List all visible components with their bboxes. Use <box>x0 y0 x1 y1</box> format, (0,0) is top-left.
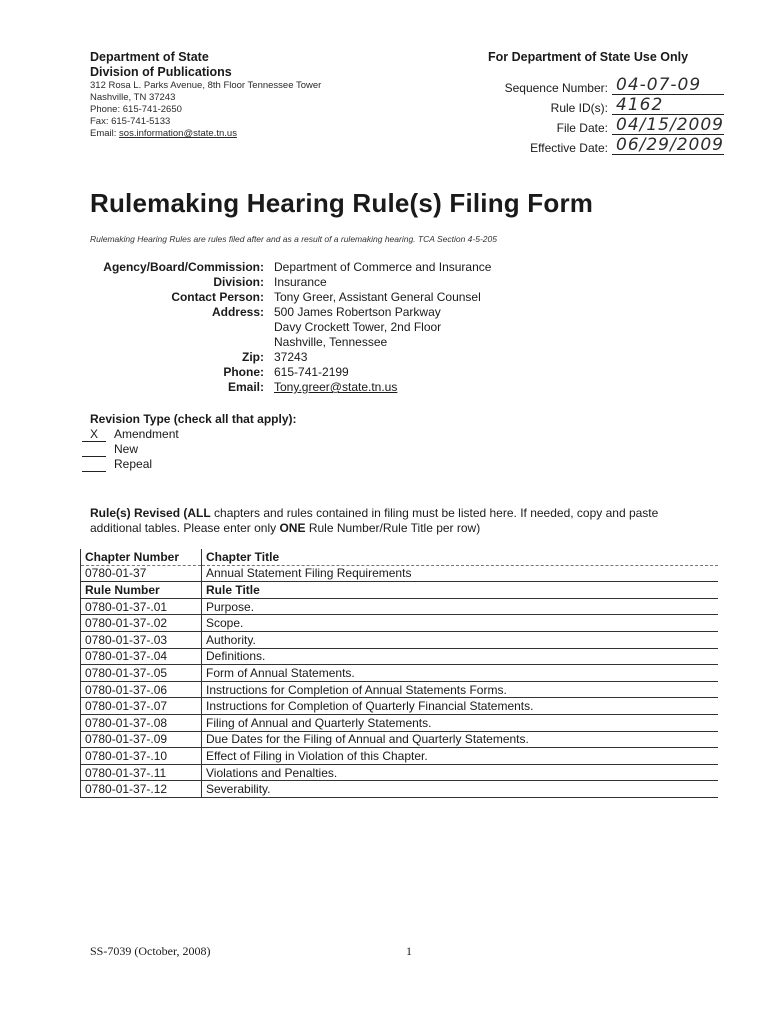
table-row <box>81 731 719 748</box>
agency-row <box>90 260 694 275</box>
intro-text-2: Rule Number/Rule Title per row) <box>305 521 481 535</box>
department-email-label: Email: <box>90 128 120 139</box>
rule-title-cell[interactable]: Effect of Filing in Violation of this Chapter. <box>202 748 719 765</box>
file-date-row <box>470 115 730 135</box>
department-address: 312 Rosa L. Parks Avenue, 8th Floor Tennessee Tower <box>90 80 322 91</box>
chapter-title-header: Chapter Title <box>202 549 719 565</box>
agency-value[interactable]: Department of Commerce and Insurance <box>274 260 492 274</box>
rule-number-cell[interactable]: 0780-01-37-.04 <box>81 648 202 665</box>
intro-bold-1: Rule(s) Revised ( <box>90 506 188 520</box>
rule-number-cell[interactable]: 0780-01-37-.10 <box>81 748 202 765</box>
contact-value[interactable]: Tony Greer, Assistant General Counsel <box>274 290 481 304</box>
chapter-header-row <box>81 549 719 565</box>
revision-mark-repeal[interactable] <box>82 457 106 472</box>
revision-label-repeal: Repeal <box>114 457 153 471</box>
chapter-number-cell[interactable]: 0780-01-37 <box>81 565 202 582</box>
rule-header-row <box>81 582 719 599</box>
rule-number-cell[interactable]: 0780-01-37-.06 <box>81 681 202 698</box>
department-contact-info <box>90 80 321 140</box>
rule-id-value[interactable]: 4162 <box>612 95 724 115</box>
rule-number-cell[interactable]: 0780-01-37-.08 <box>81 714 202 731</box>
sequence-number-value[interactable]: 04-07-09 <box>612 75 724 95</box>
rule-number-cell[interactable]: 0780-01-37-.12 <box>81 781 202 798</box>
phone-label: Phone: <box>223 365 264 379</box>
rule-id-label: Rule ID(s): <box>550 101 608 115</box>
department-city: Nashville, TN 37243 <box>90 92 176 103</box>
agency-label: Agency/Board/Commission: <box>103 260 264 274</box>
office-use-heading: For Department of State Use Only <box>488 50 689 64</box>
email-value[interactable]: Tony.greer@state.tn.us <box>274 380 398 394</box>
rule-title-cell[interactable]: Form of Annual Statements. <box>202 665 719 682</box>
department-phone: Phone: 615-741-2650 <box>90 104 182 115</box>
agency-block <box>90 260 694 395</box>
revision-mark-amendment[interactable]: X <box>82 427 106 442</box>
rule-title-cell[interactable]: Violations and Penalties. <box>202 764 719 781</box>
address-row <box>90 305 694 320</box>
rule-title-cell[interactable]: Scope. <box>202 615 719 632</box>
rules-revised-intro <box>90 506 700 536</box>
rule-title-cell[interactable]: Purpose. <box>202 598 719 615</box>
table-row <box>81 748 719 765</box>
rule-number-cell[interactable]: 0780-01-37-.05 <box>81 665 202 682</box>
chapter-number-header: Chapter Number <box>81 549 202 565</box>
division-value[interactable]: Insurance <box>274 275 327 289</box>
contact-label: Contact Person: <box>171 290 264 304</box>
revision-label-amendment: Amendment <box>114 427 179 441</box>
intro-text-1: chapters and rules contained in filing must be listed here. If needed, copy and paste additional tables. Please enter only <box>90 506 659 535</box>
rule-number-cell[interactable]: 0780-01-37-.02 <box>81 615 202 632</box>
sequence-number-label: Sequence Number: <box>504 81 608 95</box>
rule-number-cell[interactable]: 0780-01-37-.09 <box>81 731 202 748</box>
rule-id-row <box>470 95 730 115</box>
zip-value[interactable]: 37243 <box>274 350 308 364</box>
revision-type-options <box>82 427 179 472</box>
rule-title-header: Rule Title <box>202 582 719 599</box>
rule-number-cell[interactable]: 0780-01-37-.01 <box>81 598 202 615</box>
department-name: Department of State <box>90 50 209 64</box>
form-subtitle: Rulemaking Hearing Rules are rules filed after and as a result of a rulemaking hearing. TCA Section 4-5-205 <box>90 234 497 244</box>
revision-option-amendment[interactable] <box>82 427 179 442</box>
chapter-title-cell[interactable]: Annual Statement Filing Requirements <box>202 565 719 582</box>
file-date-label: File Date: <box>556 121 608 135</box>
effective-date-label: Effective Date: <box>530 141 608 155</box>
revision-option-repeal[interactable] <box>82 457 179 472</box>
department-fax: Fax: 615-741-5133 <box>90 116 171 127</box>
phone-value[interactable]: 615-741-2199 <box>274 365 349 379</box>
address-line-3[interactable]: Nashville, Tennessee <box>274 335 388 349</box>
address-line-1[interactable]: 500 James Robertson Parkway <box>274 305 441 319</box>
table-row <box>81 631 719 648</box>
rule-number-header: Rule Number <box>81 582 202 599</box>
effective-date-value[interactable]: 06/29/2009 <box>612 135 724 155</box>
intro-bold-one: ONE <box>279 521 306 535</box>
rule-number-cell[interactable]: 0780-01-37-.07 <box>81 698 202 715</box>
department-header <box>90 50 232 80</box>
office-use-fields <box>470 75 730 155</box>
footer-page-number: 1 <box>406 944 412 958</box>
department-email-line <box>90 128 321 140</box>
intro-bold-all: ALL <box>187 506 211 520</box>
rules-table <box>80 549 718 798</box>
table-row <box>81 615 719 632</box>
table-row <box>81 764 719 781</box>
division-row <box>90 275 694 290</box>
address-row-2 <box>90 320 694 335</box>
email-row <box>90 380 694 395</box>
division-name: Division of Publications <box>90 65 232 79</box>
address-label: Address: <box>211 305 264 319</box>
revision-option-new[interactable] <box>82 442 179 457</box>
rule-title-cell[interactable]: Authority. <box>202 631 719 648</box>
division-label: Division: <box>213 275 264 289</box>
rule-title-cell[interactable]: Instructions for Completion of Annual Statements Forms. <box>202 681 719 698</box>
zip-row <box>90 350 694 365</box>
table-row <box>81 714 719 731</box>
revision-mark-new[interactable] <box>82 442 106 457</box>
rule-title-cell[interactable]: Instructions for Completion of Quarterly Financial Statements. <box>202 698 719 715</box>
footer-form-id: SS-7039 (October, 2008) <box>90 944 211 958</box>
revision-type-heading: Revision Type (check all that apply): <box>90 412 297 426</box>
file-date-value[interactable]: 04/15/2009 <box>612 115 724 135</box>
table-row <box>81 598 719 615</box>
effective-date-row <box>470 135 730 155</box>
address-line-2[interactable]: Davy Crockett Tower, 2nd Floor <box>274 320 442 334</box>
table-row <box>81 681 719 698</box>
rule-title-cell[interactable]: Filing of Annual and Quarterly Statements. <box>202 714 719 731</box>
sequence-number-row <box>470 75 730 95</box>
zip-label: Zip: <box>242 350 264 364</box>
rule-number-cell[interactable]: 0780-01-37-.11 <box>81 764 202 781</box>
table-row <box>81 698 719 715</box>
form-title: Rulemaking Hearing Rule(s) Filing Form <box>90 188 594 218</box>
rule-number-cell[interactable]: 0780-01-37-.03 <box>81 631 202 648</box>
contact-row <box>90 290 694 305</box>
chapter-row <box>81 565 719 582</box>
revision-label-new: New <box>114 442 139 456</box>
phone-row <box>90 365 694 380</box>
address-row-3 <box>90 335 694 350</box>
email-label: Email: <box>227 380 264 394</box>
rule-title-cell[interactable]: Due Dates for the Filing of Annual and Quarterly Statements. <box>202 731 719 748</box>
table-row <box>81 648 719 665</box>
department-email-link[interactable]: sos.information@state.tn.us <box>119 128 237 139</box>
table-row <box>81 781 719 798</box>
table-row <box>81 665 719 682</box>
rule-title-cell[interactable]: Definitions. <box>202 648 719 665</box>
rule-title-cell[interactable]: Severability. <box>202 781 719 798</box>
